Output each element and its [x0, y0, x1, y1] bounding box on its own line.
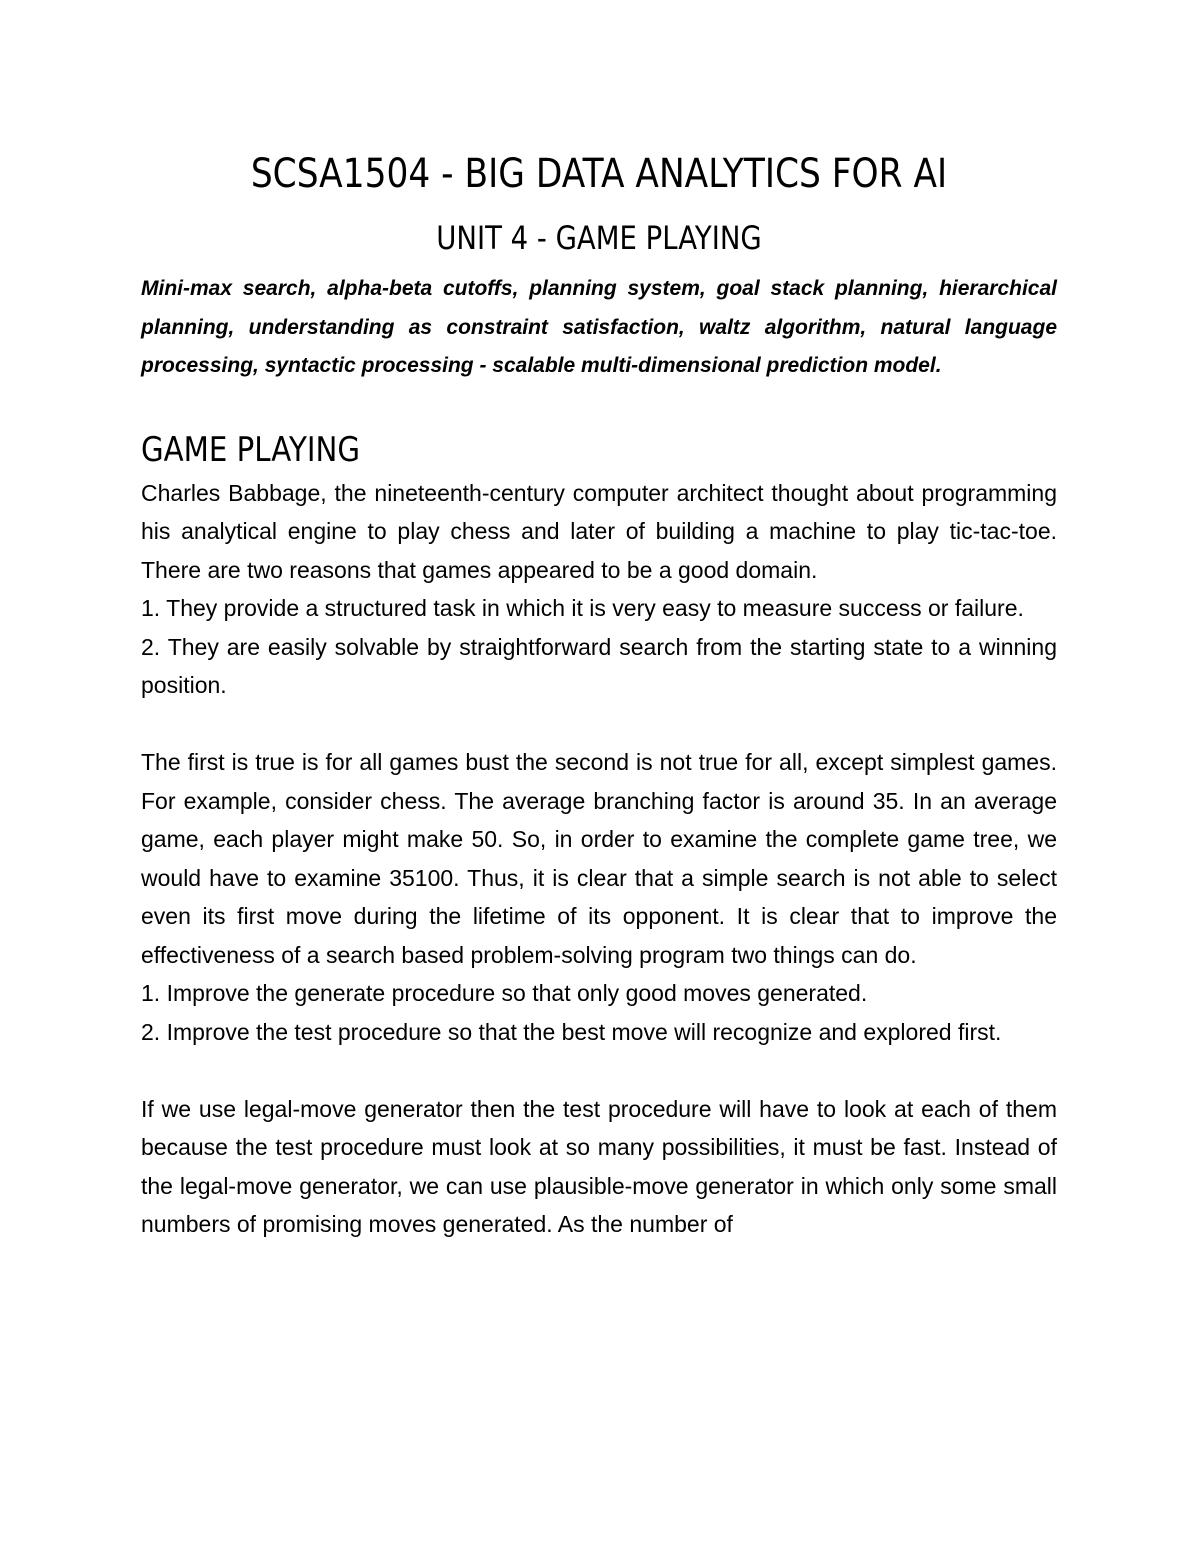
paragraph-move-generator: If we use legal-move generator then the test procedure will have to look at each of them because the test procedure must look at so many possibilities, it must be fast. Instead of the legal-move generator, we can use plausible-move generator in which only some small numbers of promising moves generated. As the number of [141, 1095, 1057, 1237]
paragraph-branching-factor: The first is true is for all games bust the second is not true for all, except simplest games. For example, consider chess. The average branching factor is around 35. In an average game, each player might make 50. So, in order to examine the complete game tree, we would have to examine 35100. Thus, it is clear that a simple search is not able to select even its first move during the lifetime of its opponent. It is clear that to improve the effectiveness of a search based problem-solving program two things can do. [141, 749, 1057, 968]
paragraph-spacer [141, 1051, 1057, 1090]
paragraph-spacer [141, 705, 1057, 744]
list-item-reason-2: 2. They are easily solvable by straightforward search from the starting state to a winning position. [141, 633, 1057, 698]
paragraph-intro: Charles Babbage, the nineteenth-century computer architect thought about programming his analytical engine to play chess and later of building a machine to play tic-tac-toe. There are two reasons that games appeared to be a good domain. [141, 479, 1057, 583]
document-page [141, 150, 1057, 1244]
list-item-improvement-1: 1. Improve the generate procedure so that only good moves generated. [141, 980, 868, 1006]
syllabus-topics: Mini-max search, alpha-beta cutoffs, planning system, goal stack planning, hierarchical planning, understanding as constraint satisfaction, waltz algorithm, natural language processing, syntactic processing - scalable multi-dimensional prediction model. [141, 277, 1057, 377]
section-heading: GAME PLAYING [141, 429, 361, 470]
unit-subtitle: UNIT 4 - GAME PLAYING [436, 219, 762, 257]
list-item-improvement-2: 2. Improve the test procedure so that the best move will recognize and explored first. [141, 1018, 1002, 1045]
document-title: SCSA1504 - BIG DATA ANALYTICS FOR AI [250, 151, 948, 197]
list-item-reason-1: 1. They provide a structured task in which it is very easy to measure success or failure. [141, 595, 1024, 621]
